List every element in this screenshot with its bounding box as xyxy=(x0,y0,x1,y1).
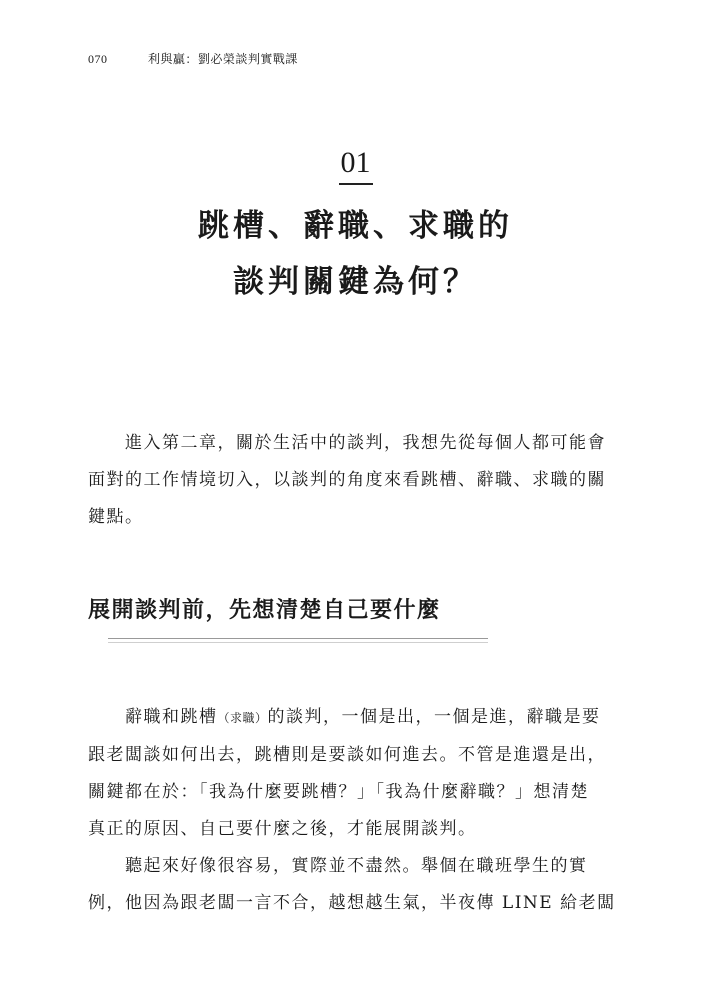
chapter-title xyxy=(0,198,711,310)
body-line-6: 例，他因為跟老闆一言不合，越想越生氣，半夜傳 LINE 給老闆 xyxy=(88,893,616,913)
book-title: 利與贏：劉必榮談判實戰課 xyxy=(147,52,298,66)
body-line-1-b: 的談判，一個是出，一個是進，辭職是要 xyxy=(267,707,601,727)
chapter-number xyxy=(0,146,711,185)
intro-line-2: 面對的工作情境切入，以談判的角度來看跳槽、辭職、求職的關 xyxy=(88,470,606,490)
section-underline-shadow xyxy=(108,642,488,643)
body-paragraph xyxy=(88,699,618,922)
section-underline xyxy=(108,638,488,639)
page-number: 070 xyxy=(88,52,108,66)
chapter-title-line-2: 談判關鍵為何？ xyxy=(233,264,478,300)
chapter-title-line-1: 跳槽、辭職、求職的 xyxy=(198,208,513,244)
chapter-number-text: 01 xyxy=(339,146,373,185)
body-line-3: 關鍵都在於：「我為什麼要跳槽？」「我為什麼辭職？」想清楚 xyxy=(88,782,589,802)
body-line-2: 跟老闆談如何出去，跳槽則是要談如何進去。不管是進還是出， xyxy=(88,745,606,765)
section-heading: 展開談判前，先想清楚自己要什麼 xyxy=(88,598,441,623)
intro-line-3: 鍵點。 xyxy=(88,507,144,527)
intro-line-1: 進入第二章，關於生活中的談判，我想先從每個人都可能會 xyxy=(125,433,606,453)
body-line-4: 真正的原因、自己要什麼之後，才能展開談判。 xyxy=(88,819,477,839)
body-line-1 xyxy=(88,699,618,737)
running-header xyxy=(88,50,298,67)
body-line-1-aside: （求職） xyxy=(217,711,268,725)
body-line-5: 聽起來好像很容易，實際並不盡然。舉個在職班學生的實 xyxy=(125,856,588,876)
body-line-1-a: 辭職和跳槽 xyxy=(125,707,218,727)
intro-paragraph xyxy=(88,425,618,536)
